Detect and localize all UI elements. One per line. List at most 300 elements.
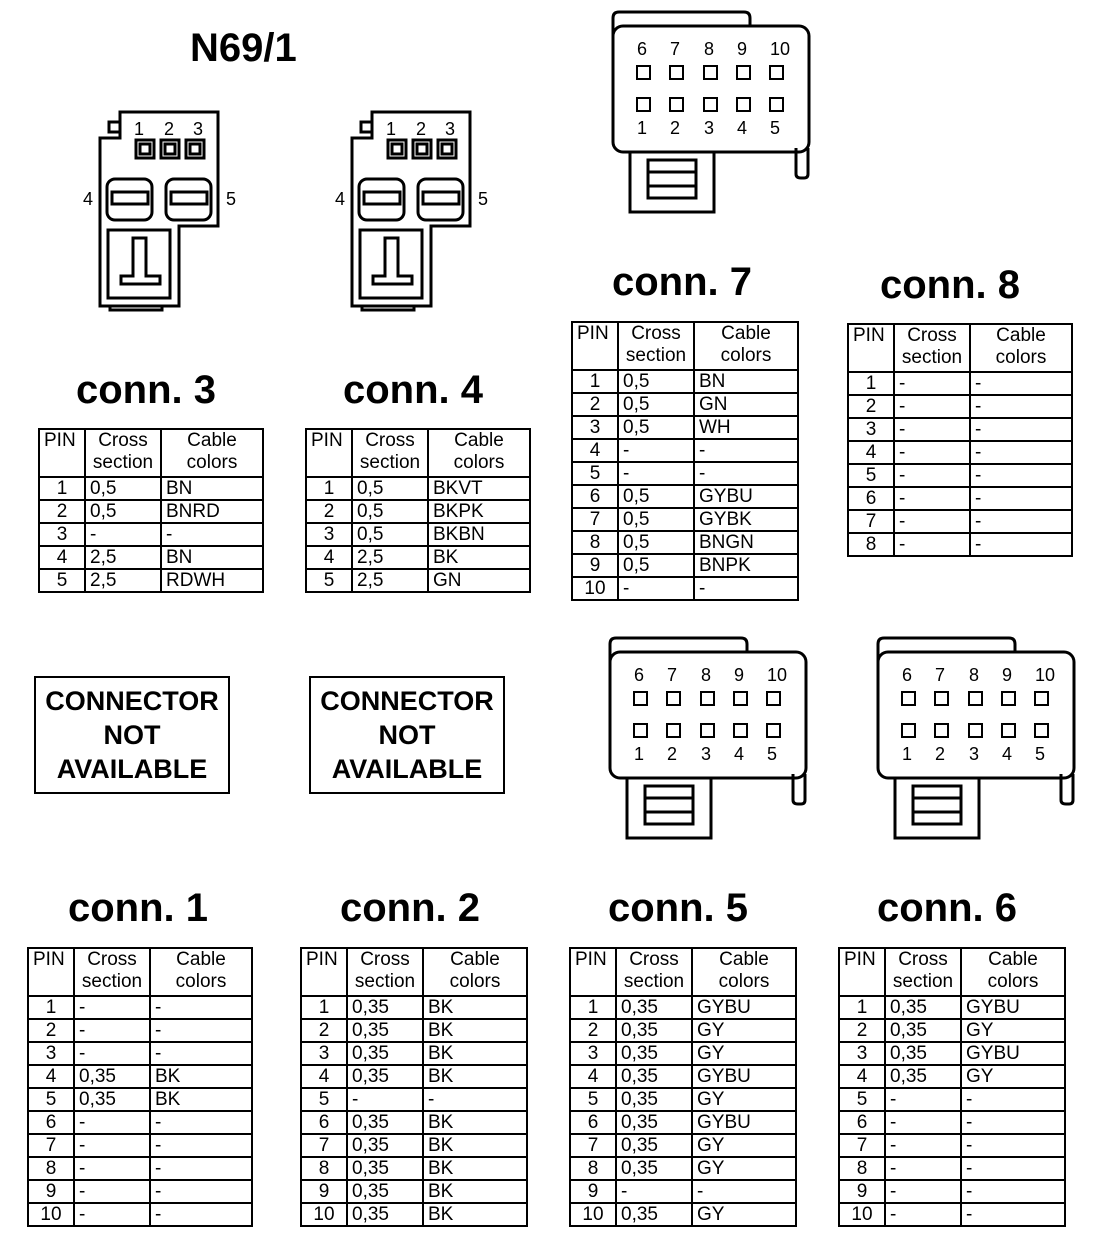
cross-section-cell: 0,35: [347, 996, 423, 1019]
pin-cell: 8: [301, 1157, 347, 1180]
cross-section-header-text: Cross: [907, 325, 957, 346]
table-row: [301, 1134, 527, 1157]
cross-section-header-text: Cross: [365, 430, 415, 451]
cross-section-cell: -: [885, 1180, 961, 1203]
conn5-title: conn. 5: [608, 886, 749, 930]
pin-label: 9: [1002, 665, 1013, 685]
cross-section-cell: 0,35: [347, 1134, 423, 1157]
pin-label: 2: [935, 744, 946, 764]
cable-color-cell: GYBU: [692, 1111, 796, 1134]
cross-section-cell: 0,35: [616, 1065, 692, 1088]
table-row: [39, 569, 263, 592]
table-row: [28, 1111, 252, 1134]
cross-section-cell: 0,5: [618, 393, 694, 416]
na-line: NOT: [378, 720, 436, 750]
cross-section-header-text: Cross: [629, 949, 679, 970]
pin-cell: 6: [570, 1111, 616, 1134]
cross-section-cell: 2,5: [352, 546, 428, 569]
small-connector-drawing-1: [80, 108, 250, 314]
pin-cell: 3: [848, 418, 894, 441]
pin-label: 8: [704, 39, 715, 59]
pin-label: 6: [637, 39, 648, 59]
cross-section-cell: -: [74, 1134, 150, 1157]
conn4-table: [305, 428, 531, 593]
pin-label: 3: [704, 118, 715, 138]
pin-label: 10: [1035, 665, 1056, 685]
pin-cell: 9: [839, 1180, 885, 1203]
table-header-row: [306, 429, 530, 477]
pin-cell: 9: [301, 1180, 347, 1203]
cross-section-header: [85, 429, 161, 477]
cable-colors-header-text: Cable: [176, 949, 226, 970]
cable-color-cell: BK: [423, 1203, 527, 1226]
conn6-table: [838, 947, 1066, 1227]
pin-label: 7: [667, 665, 678, 685]
cross-section-cell: -: [894, 372, 970, 395]
cable-color-cell: -: [150, 1180, 252, 1203]
cable-color-cell: -: [692, 1180, 796, 1203]
cable-color-cell: BK: [423, 1019, 527, 1042]
cross-section-header-text: section: [81, 971, 143, 992]
table-row: [28, 1042, 252, 1065]
table-row: [572, 508, 798, 531]
cable-color-cell: -: [150, 1111, 252, 1134]
table-row: [306, 523, 530, 546]
table-header-row: [28, 948, 252, 996]
cable-color-cell: GY: [961, 1019, 1065, 1042]
cable-colors-header: [970, 324, 1072, 372]
conn7-title: conn. 7: [612, 260, 753, 304]
cross-section-cell: 2,5: [85, 569, 161, 592]
cable-color-cell: BK: [423, 1065, 527, 1088]
pin-cell: 10: [839, 1203, 885, 1226]
cross-section-cell: 0,35: [347, 1180, 423, 1203]
cross-section-cell: 0,35: [885, 1019, 961, 1042]
cross-section-cell: -: [616, 1180, 692, 1203]
cable-color-cell: -: [150, 1157, 252, 1180]
cross-section-cell: 0,35: [74, 1065, 150, 1088]
pin-header: [28, 948, 74, 996]
table-row: [301, 1203, 527, 1226]
cable-colors-header-text: Cable: [187, 430, 237, 451]
pin-label: 3: [193, 119, 204, 139]
cable-colors-header-text: colors: [718, 971, 770, 992]
pin-header-text: PIN: [311, 430, 343, 451]
cable-color-cell: GY: [692, 1042, 796, 1065]
pin-label: 2: [670, 118, 681, 138]
pin-cell: 1: [39, 477, 85, 500]
table-header-row: [572, 322, 798, 370]
cable-colors-header: [150, 948, 252, 996]
pin-label: 1: [386, 119, 397, 139]
pin-cell: 1: [572, 370, 618, 393]
pin-cell: 2: [301, 1019, 347, 1042]
table-header-row: [848, 324, 1072, 372]
pin-label: 1: [634, 744, 645, 764]
table-row: [301, 1180, 527, 1203]
table-row: [570, 1019, 796, 1042]
cross-section-header-text: section: [625, 345, 687, 366]
table-row: [28, 1203, 252, 1226]
table-row: [306, 500, 530, 523]
cross-section-cell: 0,5: [618, 554, 694, 577]
pin-label: 4: [1002, 744, 1013, 764]
pin-label: 8: [701, 665, 712, 685]
cross-section-cell: -: [74, 1180, 150, 1203]
pin-cell: 1: [570, 996, 616, 1019]
pin-cell: 8: [28, 1157, 74, 1180]
conn1-title: conn. 1: [68, 886, 209, 930]
pin-header-text: PIN: [44, 430, 76, 451]
table-row: [570, 1203, 796, 1226]
pin-label: 8: [969, 665, 980, 685]
table-row: [39, 477, 263, 500]
cross-section-cell: 0,35: [347, 1157, 423, 1180]
large-connector-drawing-conn6: [873, 636, 1083, 846]
table-row: [572, 485, 798, 508]
table-header-row: [301, 948, 527, 996]
pin-cell: 7: [570, 1134, 616, 1157]
pin-cell: 3: [839, 1042, 885, 1065]
pin-cell: 2: [570, 1019, 616, 1042]
cross-section-cell: 0,5: [352, 500, 428, 523]
table-row: [570, 1042, 796, 1065]
cable-color-cell: -: [970, 464, 1072, 487]
table-row: [301, 1019, 527, 1042]
cable-colors-header: [161, 429, 263, 477]
pin-cell: 5: [848, 464, 894, 487]
pin-label: 5: [770, 118, 781, 138]
cable-color-cell: -: [961, 1180, 1065, 1203]
cable-color-cell: -: [970, 395, 1072, 418]
na-line: AVAILABLE: [331, 754, 483, 784]
pin-label: 6: [634, 665, 645, 685]
cable-color-cell: BK: [423, 1180, 527, 1203]
cross-section-cell: -: [618, 439, 694, 462]
cable-color-cell: -: [150, 1019, 252, 1042]
cross-section-cell: -: [894, 418, 970, 441]
pin-label: 4: [335, 189, 346, 209]
cable-colors-header: [961, 948, 1065, 996]
cross-section-cell: 0,35: [347, 1111, 423, 1134]
table-row: [848, 533, 1072, 556]
table-header-row: [839, 948, 1065, 996]
pin-cell: 10: [570, 1203, 616, 1226]
pin-cell: 3: [28, 1042, 74, 1065]
cross-section-cell: -: [885, 1134, 961, 1157]
cross-section-cell: 0,5: [618, 416, 694, 439]
cable-color-cell: GYBU: [692, 996, 796, 1019]
pin-header: [570, 948, 616, 996]
cross-section-header-text: section: [623, 971, 685, 992]
table-row: [572, 531, 798, 554]
cable-color-cell: -: [694, 577, 798, 600]
na-line: AVAILABLE: [56, 754, 208, 784]
table-row: [572, 577, 798, 600]
cable-colors-header-text: colors: [987, 971, 1039, 992]
pin-label: 2: [416, 119, 427, 139]
cross-section-cell: -: [347, 1088, 423, 1111]
cable-color-cell: WH: [694, 416, 798, 439]
pin-cell: 4: [839, 1065, 885, 1088]
cross-section-header: [616, 948, 692, 996]
pin-cell: 10: [301, 1203, 347, 1226]
cable-color-cell: BNPK: [694, 554, 798, 577]
connector-not-available-box: [309, 676, 505, 794]
table-row: [39, 546, 263, 569]
cable-color-cell: BNRD: [161, 500, 263, 523]
pin-cell: 3: [301, 1042, 347, 1065]
cable-color-cell: GYBU: [961, 996, 1065, 1019]
cable-color-cell: -: [970, 533, 1072, 556]
pin-label: 3: [701, 744, 712, 764]
cable-color-cell: GY: [692, 1203, 796, 1226]
pin-label: 4: [737, 118, 748, 138]
conn7-table: [571, 321, 799, 601]
large-connector-drawing-top: [608, 10, 818, 220]
cable-color-cell: -: [970, 418, 1072, 441]
large-connector-drawing-conn5: [605, 636, 815, 846]
pin-cell: 5: [570, 1088, 616, 1111]
pin-label: 5: [1035, 744, 1046, 764]
conn2-title: conn. 2: [340, 886, 481, 930]
small-connector-drawing-2: [332, 108, 502, 314]
cross-section-cell: 0,35: [885, 1065, 961, 1088]
cross-section-header: [894, 324, 970, 372]
conn3-title: conn. 3: [76, 368, 217, 412]
cable-color-cell: -: [150, 1203, 252, 1226]
pin-cell: 6: [848, 487, 894, 510]
cable-color-cell: BN: [161, 477, 263, 500]
table-row: [572, 370, 798, 393]
pin-cell: 5: [839, 1088, 885, 1111]
cable-color-cell: BK: [423, 1042, 527, 1065]
table-row: [839, 1180, 1065, 1203]
cross-section-cell: -: [74, 1019, 150, 1042]
cross-section-cell: -: [885, 1203, 961, 1226]
cross-section-cell: 0,35: [616, 1088, 692, 1111]
cable-colors-header: [423, 948, 527, 996]
pin-header-text: PIN: [853, 325, 885, 346]
cable-color-cell: -: [970, 487, 1072, 510]
cable-colors-header-text: colors: [995, 347, 1047, 368]
cable-color-cell: BK: [423, 1157, 527, 1180]
table-row: [28, 1088, 252, 1111]
cable-color-cell: BK: [428, 546, 530, 569]
table-row: [28, 1180, 252, 1203]
pin-cell: 4: [301, 1065, 347, 1088]
pin-cell: 10: [28, 1203, 74, 1226]
pin-header-text: PIN: [306, 949, 338, 970]
cable-color-cell: RDWH: [161, 569, 263, 592]
cross-section-header: [74, 948, 150, 996]
pin-cell: 7: [839, 1134, 885, 1157]
pin-cell: 2: [28, 1019, 74, 1042]
table-row: [572, 554, 798, 577]
pin-header-text: PIN: [844, 949, 876, 970]
table-row: [848, 441, 1072, 464]
cross-section-header-text: Cross: [631, 323, 681, 344]
cross-section-cell: -: [894, 487, 970, 510]
cable-color-cell: -: [150, 1134, 252, 1157]
pin-cell: 6: [839, 1111, 885, 1134]
cross-section-cell: 0,5: [352, 477, 428, 500]
cross-section-header-text: Cross: [98, 430, 148, 451]
pin-label: 4: [734, 744, 745, 764]
table-row: [28, 1134, 252, 1157]
table-row: [848, 372, 1072, 395]
cable-color-cell: BKPK: [428, 500, 530, 523]
table-row: [570, 1157, 796, 1180]
table-row: [839, 1157, 1065, 1180]
pin-label: 10: [767, 665, 788, 685]
pin-cell: 9: [28, 1180, 74, 1203]
table-row: [39, 523, 263, 546]
conn8-table: [847, 323, 1073, 557]
cross-section-cell: 2,5: [85, 546, 161, 569]
cross-section-cell: 2,5: [352, 569, 428, 592]
cable-color-cell: BN: [161, 546, 263, 569]
pin-cell: 3: [570, 1042, 616, 1065]
cable-colors-header-text: Cable: [450, 949, 500, 970]
cross-section-cell: 0,35: [616, 1042, 692, 1065]
table-header-row: [39, 429, 263, 477]
cross-section-cell: 0,35: [347, 1019, 423, 1042]
conn5-table: [569, 947, 797, 1227]
cable-colors-header-text: Cable: [721, 323, 771, 344]
table-row: [839, 1134, 1065, 1157]
pin-cell: 8: [848, 533, 894, 556]
cross-section-cell: 0,35: [885, 996, 961, 1019]
pin-cell: 7: [28, 1134, 74, 1157]
table-row: [848, 510, 1072, 533]
cross-section-cell: 0,35: [347, 1065, 423, 1088]
cross-section-cell: 0,35: [616, 1111, 692, 1134]
pin-cell: 5: [306, 569, 352, 592]
pin-cell: 5: [28, 1088, 74, 1111]
cable-color-cell: BK: [150, 1088, 252, 1111]
table-row: [306, 569, 530, 592]
pin-cell: 6: [301, 1111, 347, 1134]
cable-color-cell: GYBK: [694, 508, 798, 531]
table-row: [28, 1019, 252, 1042]
pin-header: [572, 322, 618, 370]
cross-section-cell: -: [885, 1088, 961, 1111]
pin-cell: 4: [306, 546, 352, 569]
cross-section-header-text: section: [901, 347, 963, 368]
cross-section-cell: -: [885, 1111, 961, 1134]
cross-section-header: [618, 322, 694, 370]
pin-header-text: PIN: [575, 949, 607, 970]
cross-section-cell: 0,35: [616, 1019, 692, 1042]
cross-section-cell: -: [894, 395, 970, 418]
cable-color-cell: -: [161, 523, 263, 546]
cable-color-cell: BK: [150, 1065, 252, 1088]
pin-label: 9: [737, 39, 748, 59]
table-row: [839, 996, 1065, 1019]
cross-section-cell: -: [74, 1157, 150, 1180]
cross-section-header-text: section: [354, 971, 416, 992]
pin-cell: 6: [572, 485, 618, 508]
pin-label: 2: [164, 119, 175, 139]
cable-color-cell: GY: [692, 1134, 796, 1157]
pin-header: [848, 324, 894, 372]
cable-color-cell: GY: [692, 1019, 796, 1042]
table-row: [28, 1065, 252, 1088]
pin-header: [839, 948, 885, 996]
cross-section-cell: -: [894, 510, 970, 533]
pin-cell: 2: [572, 393, 618, 416]
pin-header: [39, 429, 85, 477]
table-row: [301, 1111, 527, 1134]
cable-color-cell: -: [961, 1111, 1065, 1134]
pin-cell: 1: [306, 477, 352, 500]
cross-section-cell: -: [618, 577, 694, 600]
cable-color-cell: -: [423, 1088, 527, 1111]
conn2-table: [300, 947, 528, 1227]
cable-color-cell: GN: [694, 393, 798, 416]
cross-section-header-text: section: [892, 971, 954, 992]
cable-color-cell: -: [150, 1042, 252, 1065]
cross-section-cell: 0,5: [618, 485, 694, 508]
pin-label: 5: [226, 189, 237, 209]
table-row: [839, 1088, 1065, 1111]
table-row: [306, 546, 530, 569]
pin-cell: 8: [839, 1157, 885, 1180]
pin-header: [301, 948, 347, 996]
na-line: CONNECTOR: [45, 686, 219, 716]
cable-color-cell: -: [961, 1088, 1065, 1111]
cross-section-cell: 0,35: [616, 1157, 692, 1180]
table-row: [572, 462, 798, 485]
cross-section-cell: -: [74, 1203, 150, 1226]
table-row: [301, 1157, 527, 1180]
cable-colors-header: [428, 429, 530, 477]
connector-not-available-box: [34, 676, 230, 794]
cable-color-cell: -: [150, 996, 252, 1019]
cable-color-cell: -: [961, 1203, 1065, 1226]
pin-cell: 4: [570, 1065, 616, 1088]
cross-section-cell: 0,5: [85, 477, 161, 500]
cross-section-cell: -: [894, 464, 970, 487]
cross-section-cell: -: [74, 1111, 150, 1134]
pin-cell: 1: [839, 996, 885, 1019]
cable-color-cell: -: [694, 439, 798, 462]
pin-label: 2: [667, 744, 678, 764]
pin-label: 7: [935, 665, 946, 685]
table-row: [301, 1088, 527, 1111]
pin-header: [306, 429, 352, 477]
pin-cell: 4: [39, 546, 85, 569]
pin-label: 5: [767, 744, 778, 764]
table-row: [306, 477, 530, 500]
table-row: [848, 418, 1072, 441]
table-row: [839, 1042, 1065, 1065]
pin-cell: 5: [572, 462, 618, 485]
pin-cell: 5: [301, 1088, 347, 1111]
pin-label: 3: [969, 744, 980, 764]
cross-section-cell: 0,35: [616, 1134, 692, 1157]
table-row: [572, 416, 798, 439]
pin-cell: 9: [572, 554, 618, 577]
table-row: [839, 1203, 1065, 1226]
pin-cell: 8: [572, 531, 618, 554]
pin-cell: 8: [570, 1157, 616, 1180]
cross-section-header-text: section: [359, 452, 421, 473]
cable-colors-header-text: Cable: [996, 325, 1046, 346]
cross-section-header-text: Cross: [360, 949, 410, 970]
table-row: [570, 1065, 796, 1088]
